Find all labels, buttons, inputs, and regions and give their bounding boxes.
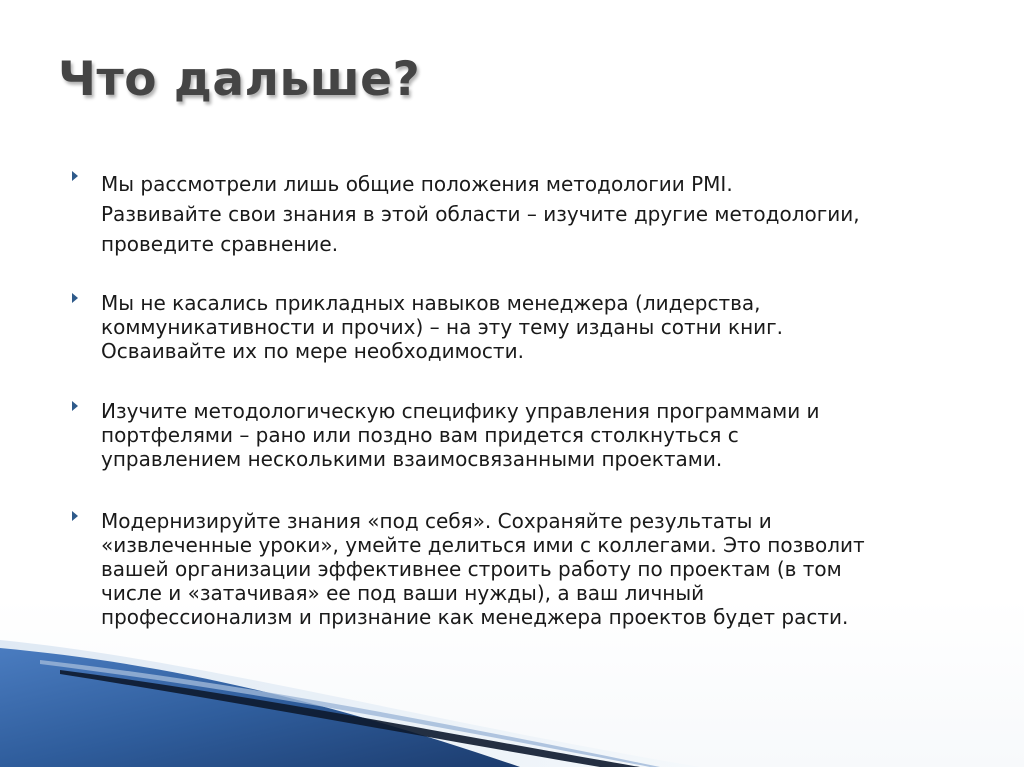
bullet-text-line: Модернизируйте знания «под себя». Сохраняйте результаты и — [101, 509, 772, 533]
bullet-text-line: Осваивайте их по мере необходимости. — [101, 339, 524, 363]
bullet-text-line: Изучите методологическую специфику управления программами и — [101, 399, 820, 423]
bullet-text-line: вашей организации эффективнее строить работу по проектам (в том — [101, 557, 842, 581]
triangle-bullet-icon — [72, 511, 78, 521]
bullet-text-line: «извлеченные уроки», умейте делиться ими с коллегами. Это позволит — [101, 533, 865, 557]
triangle-bullet-icon — [72, 293, 78, 303]
bullet-text-line: коммуникативности и прочих) – на эту тему изданы сотни книг. — [101, 315, 784, 339]
bullet-text-line: проведите сравнение. — [101, 232, 339, 256]
bullet-text-line: управлением несколькими взаимосвязанными проектами. — [101, 447, 723, 471]
bullet-list — [70, 169, 970, 659]
bullet-item — [70, 169, 970, 259]
bullet-item — [70, 291, 970, 363]
bullet-text-line: Мы не касались прикладных навыков менеджера (лидерства, — [101, 291, 761, 315]
bullet-text-line: профессионализм и признание как менеджера проектов будет расти. — [101, 605, 849, 629]
triangle-bullet-icon — [72, 401, 78, 411]
slide-title: Что дальше? — [58, 52, 421, 107]
bullet-text-line: Развивайте свои знания в этой области – изучите другие методологии, — [101, 202, 860, 226]
bullet-item — [70, 399, 970, 471]
wave-decoration — [0, 600, 1024, 767]
bullet-text-line: Мы рассмотрели лишь общие положения методологии PMI. — [101, 172, 733, 196]
bullet-text-line: числе и «затачивая» ее под ваши нужды), а ваш личный — [101, 581, 705, 605]
bullet-text-line: портфелями – рано или поздно вам придется столкнуться с — [101, 423, 739, 447]
triangle-bullet-icon — [72, 171, 78, 181]
